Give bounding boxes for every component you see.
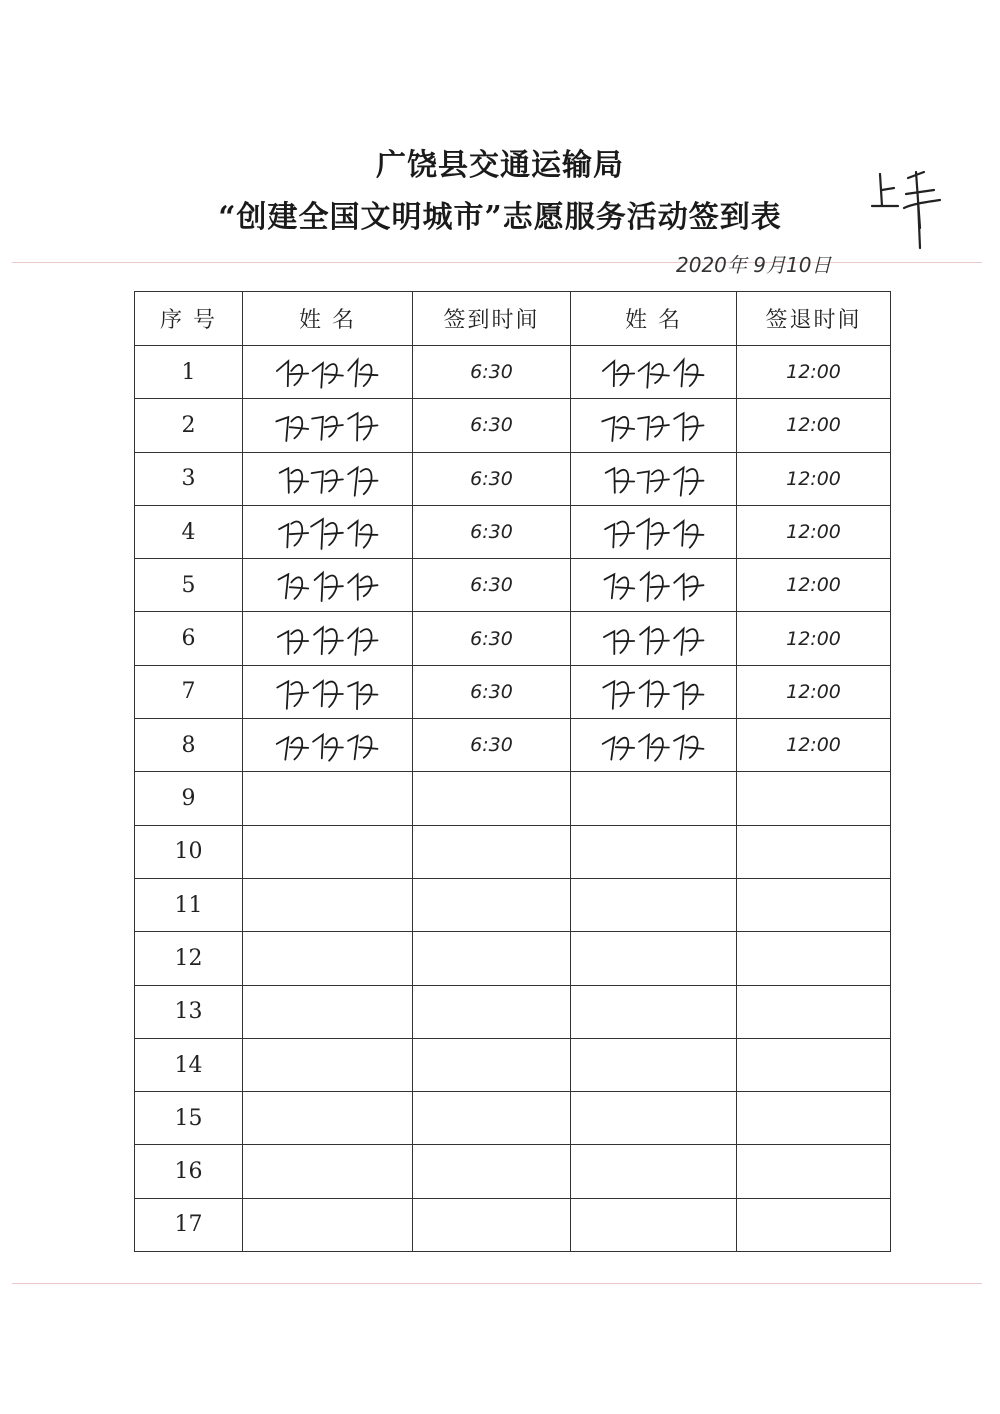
name_out-cell — [571, 772, 737, 825]
row-number: 13 — [135, 985, 243, 1038]
name_out-cell — [571, 399, 737, 452]
row-number: 14 — [135, 1038, 243, 1091]
margin-note-handwriting — [868, 164, 948, 254]
table-row — [135, 985, 891, 1038]
name_in-cell — [243, 505, 413, 558]
table-row — [135, 772, 891, 825]
time_out-cell — [737, 1145, 891, 1198]
table-row — [135, 1092, 891, 1145]
name_out-cell — [571, 612, 737, 665]
row-number: 6 — [135, 612, 243, 665]
time_in-cell — [413, 932, 571, 985]
row-number: 2 — [135, 399, 243, 452]
row-number: 10 — [135, 825, 243, 878]
handwritten-signature — [594, 670, 714, 714]
time_out-cell — [737, 772, 891, 825]
name_out-cell — [571, 452, 737, 505]
row-number: 4 — [135, 505, 243, 558]
row-number: 3 — [135, 452, 243, 505]
table-row — [135, 559, 891, 612]
name_in-cell — [243, 612, 413, 665]
table-row — [135, 612, 891, 665]
name_in-cell — [243, 1092, 413, 1145]
col-name-in-header: 姓 名 — [243, 292, 413, 346]
bottom-rule — [12, 1283, 982, 1284]
name_out-cell — [571, 665, 737, 718]
time_in-cell — [413, 1092, 571, 1145]
name_out-cell — [571, 1145, 737, 1198]
name_in-cell — [243, 1198, 413, 1251]
time_out-cell — [737, 932, 891, 985]
time_in-cell: 6:30 — [413, 559, 571, 612]
handwritten-signature — [268, 617, 388, 661]
handwritten-signature — [268, 457, 388, 501]
handwritten-signature — [594, 510, 714, 554]
table-row — [135, 719, 891, 772]
name_out-cell — [571, 985, 737, 1038]
sign-in-table — [134, 291, 891, 1252]
time_out-cell: 12:00 — [737, 452, 891, 505]
date-handwriting: 2020年 9月10日 — [676, 253, 832, 277]
handwritten-signature — [268, 350, 388, 394]
handwritten-signature — [268, 723, 388, 767]
handwritten-signature — [594, 350, 714, 394]
table-row — [135, 825, 891, 878]
table-row — [135, 346, 891, 399]
time_out-cell — [737, 878, 891, 931]
time_in-cell — [413, 878, 571, 931]
name_in-cell — [243, 985, 413, 1038]
time_in-cell: 6:30 — [413, 719, 571, 772]
name_out-cell — [571, 346, 737, 399]
time_in-cell — [413, 825, 571, 878]
col-time-out-header: 签退时间 — [737, 292, 891, 346]
time_out-cell: 12:00 — [737, 719, 891, 772]
handwritten-signature — [268, 510, 388, 554]
time_out-cell: 12:00 — [737, 612, 891, 665]
row-number: 1 — [135, 346, 243, 399]
form-title: “创建全国文明城市”志愿服务活动签到表 — [218, 200, 782, 235]
name_in-cell — [243, 719, 413, 772]
name_in-cell — [243, 399, 413, 452]
name_out-cell — [571, 932, 737, 985]
time_in-cell — [413, 1145, 571, 1198]
handwritten-signature — [594, 723, 714, 767]
name_in-cell — [243, 772, 413, 825]
row-number: 12 — [135, 932, 243, 985]
table-row — [135, 878, 891, 931]
time_out-cell: 12:00 — [737, 346, 891, 399]
name_in-cell — [243, 346, 413, 399]
col-time-in-header: 签到时间 — [413, 292, 571, 346]
row-number: 15 — [135, 1092, 243, 1145]
table-row — [135, 1145, 891, 1198]
table-row — [135, 452, 891, 505]
time_in-cell — [413, 1038, 571, 1091]
time_in-cell — [413, 772, 571, 825]
table-row — [135, 505, 891, 558]
name_out-cell — [571, 1038, 737, 1091]
time_out-cell: 12:00 — [737, 559, 891, 612]
handwritten-signature — [594, 403, 714, 447]
time_in-cell: 6:30 — [413, 665, 571, 718]
name_in-cell — [243, 559, 413, 612]
row-number: 11 — [135, 878, 243, 931]
time_in-cell: 6:30 — [413, 612, 571, 665]
time_out-cell — [737, 1038, 891, 1091]
name_out-cell — [571, 825, 737, 878]
org-title: 广饶县交通运输局 — [376, 148, 624, 183]
header-row — [135, 292, 891, 346]
col-seq-header: 序 号 — [135, 292, 243, 346]
name_out-cell — [571, 1198, 737, 1251]
time_out-cell — [737, 985, 891, 1038]
time_out-cell — [737, 1092, 891, 1145]
handwritten-signature — [268, 563, 388, 607]
name_out-cell — [571, 1092, 737, 1145]
row-number: 7 — [135, 665, 243, 718]
time_in-cell — [413, 985, 571, 1038]
name_in-cell — [243, 932, 413, 985]
time_out-cell: 12:00 — [737, 505, 891, 558]
name_out-cell — [571, 878, 737, 931]
row-number: 8 — [135, 719, 243, 772]
time_out-cell: 12:00 — [737, 665, 891, 718]
row-number: 16 — [135, 1145, 243, 1198]
name_out-cell — [571, 719, 737, 772]
time_in-cell: 6:30 — [413, 346, 571, 399]
handwritten-signature — [594, 617, 714, 661]
row-number: 17 — [135, 1198, 243, 1251]
name_out-cell — [571, 505, 737, 558]
handwritten-signature — [594, 563, 714, 607]
handwritten-signature — [594, 457, 714, 501]
table-row — [135, 932, 891, 985]
col-name-out-header: 姓 名 — [571, 292, 737, 346]
table-row — [135, 399, 891, 452]
table-row — [135, 1198, 891, 1251]
time_out-cell: 12:00 — [737, 399, 891, 452]
handwritten-signature — [268, 403, 388, 447]
time_out-cell — [737, 825, 891, 878]
table-row — [135, 665, 891, 718]
time_in-cell: 6:30 — [413, 505, 571, 558]
name_in-cell — [243, 878, 413, 931]
handwritten-signature — [268, 670, 388, 714]
time_in-cell — [413, 1198, 571, 1251]
row-number: 9 — [135, 772, 243, 825]
time_out-cell — [737, 1198, 891, 1251]
table-row — [135, 1038, 891, 1091]
name_out-cell — [571, 559, 737, 612]
row-number: 5 — [135, 559, 243, 612]
time_in-cell: 6:30 — [413, 452, 571, 505]
name_in-cell — [243, 452, 413, 505]
name_in-cell — [243, 1145, 413, 1198]
name_in-cell — [243, 1038, 413, 1091]
name_in-cell — [243, 825, 413, 878]
time_in-cell: 6:30 — [413, 399, 571, 452]
top-rule — [12, 262, 982, 263]
name_in-cell — [243, 665, 413, 718]
